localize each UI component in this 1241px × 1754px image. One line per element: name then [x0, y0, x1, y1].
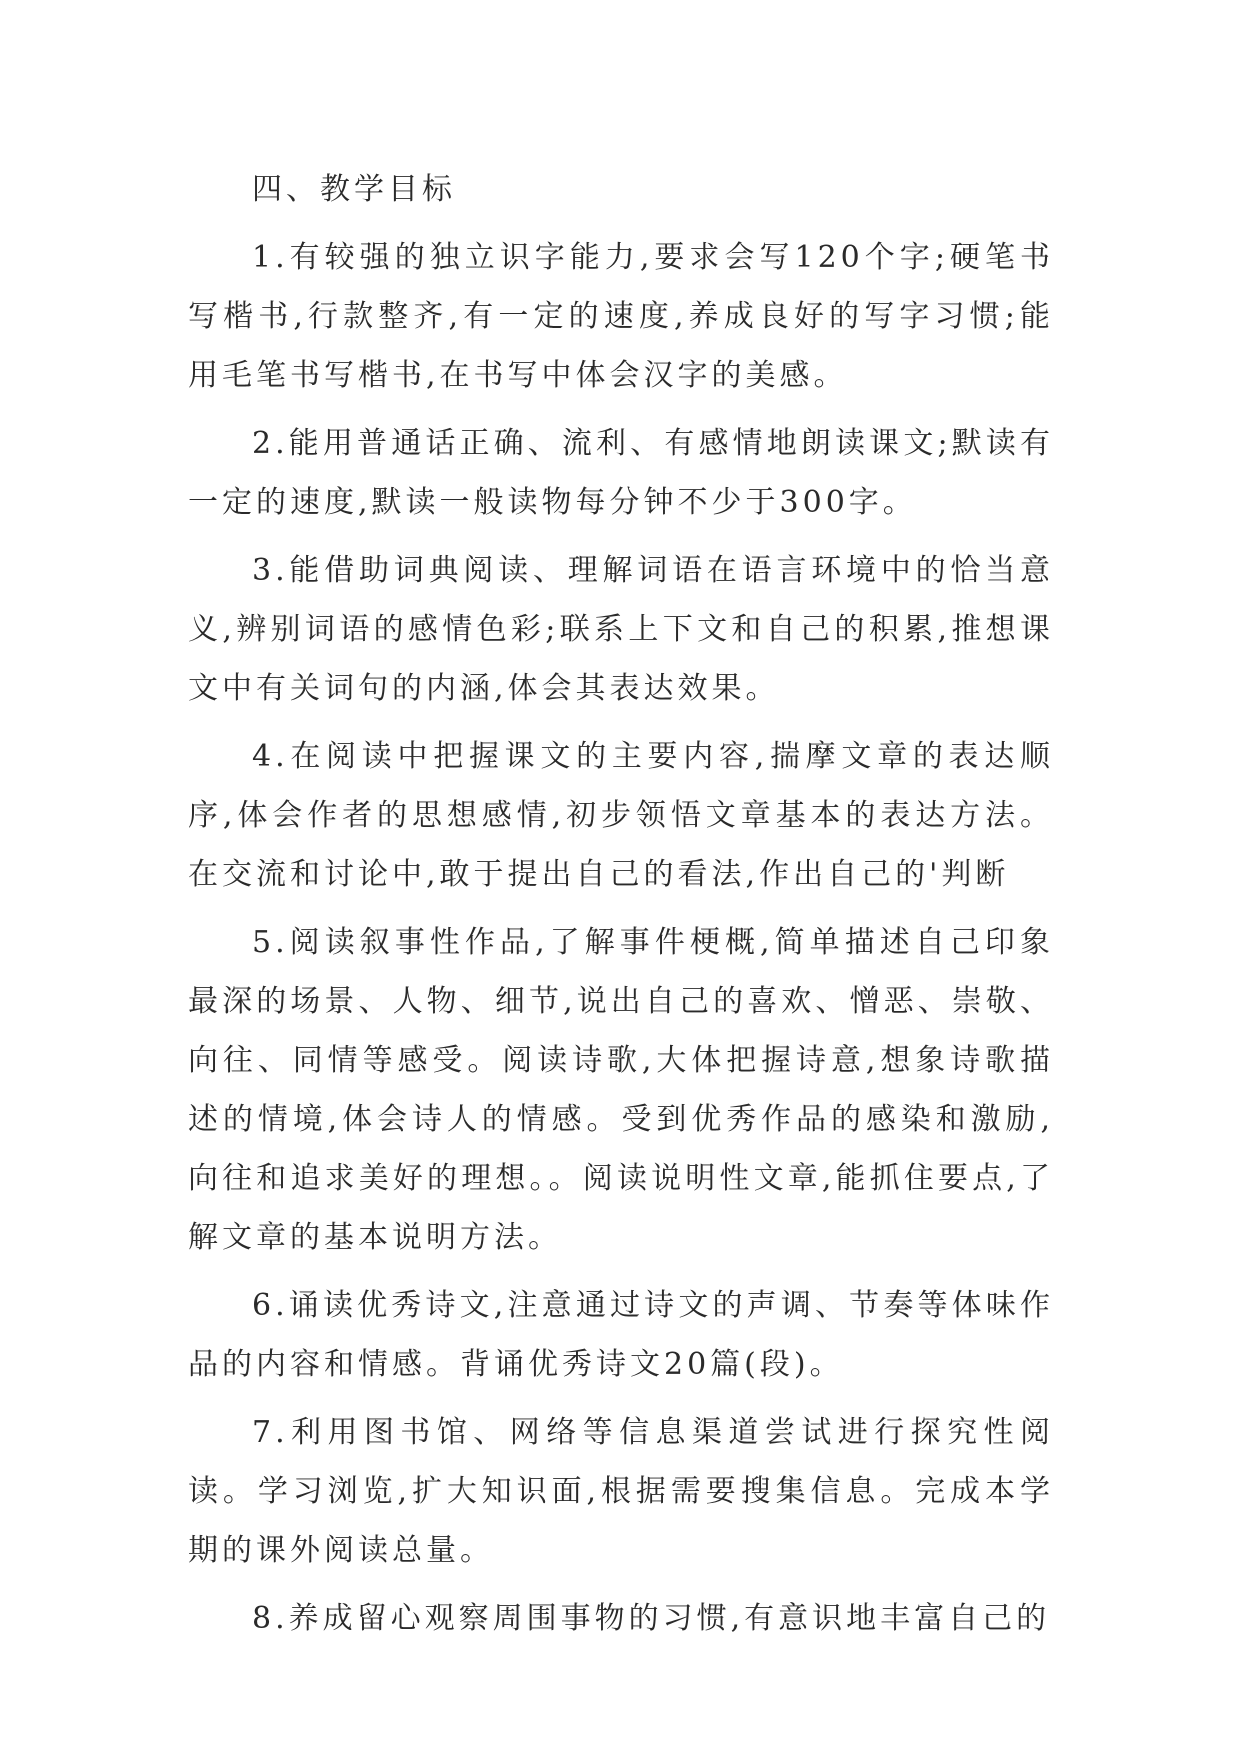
objective-paragraph-2: 2.能用普通话正确、流利、有感情地朗读课文;默读有一定的速度,默读一般读物每分钟不少于300字。	[188, 426, 1054, 520]
section-heading: 四、教学目标	[252, 172, 456, 207]
objective-paragraph-1: 1.有较强的独立识字能力,要求会写120个字;硬笔书写楷书,行款整齐,有一定的速度,养成良好的写字习惯;能用毛笔书写楷书,在书写中体会汉字的美感。	[188, 240, 1054, 393]
objective-paragraph-8: 8.养成留心观察周围事物的习惯,有意识地丰富自己的	[252, 1601, 1051, 1636]
objective-paragraph-7: 7.利用图书馆、网络等信息渠道尝试进行探究性阅读。学习浏览,扩大知识面,根据需要搜集信息。完成本学期的课外阅读总量。	[188, 1415, 1054, 1568]
document-body	[188, 160, 1054, 1657]
objective-paragraph-4: 4.在阅读中把握课文的主要内容,揣摩文章的表达顺序,体会作者的思想感情,初步领悟文章基本的表达方法。在交流和讨论中,敢于提出自己的看法,作出自己的'判断	[188, 739, 1054, 892]
objective-paragraph-3: 3.能借助词典阅读、理解词语在语言环境中的恰当意义,辨别词语的感情色彩;联系上下文和自己的积累,推想课文中有关词句的内涵,体会其表达效果。	[188, 553, 1054, 706]
objective-paragraph-5: 5.阅读叙事性作品,了解事件梗概,简单描述自己印象最深的场景、人物、细节,说出自己的喜欢、憎恶、崇敬、向往、同情等感受。阅读诗歌,大体把握诗意,想象诗歌描述的情境,体会诗人的情感。受到优秀作品的感染和激励,向往和追求美好的理想。。阅读说明性文章,能抓住要点,了解文章的基本说明方法。	[188, 925, 1054, 1255]
objective-paragraph-6: 6.诵读优秀诗文,注意通过诗文的声调、节奏等体味作品的内容和情感。背诵优秀诗文20篇(段)。	[188, 1288, 1054, 1382]
